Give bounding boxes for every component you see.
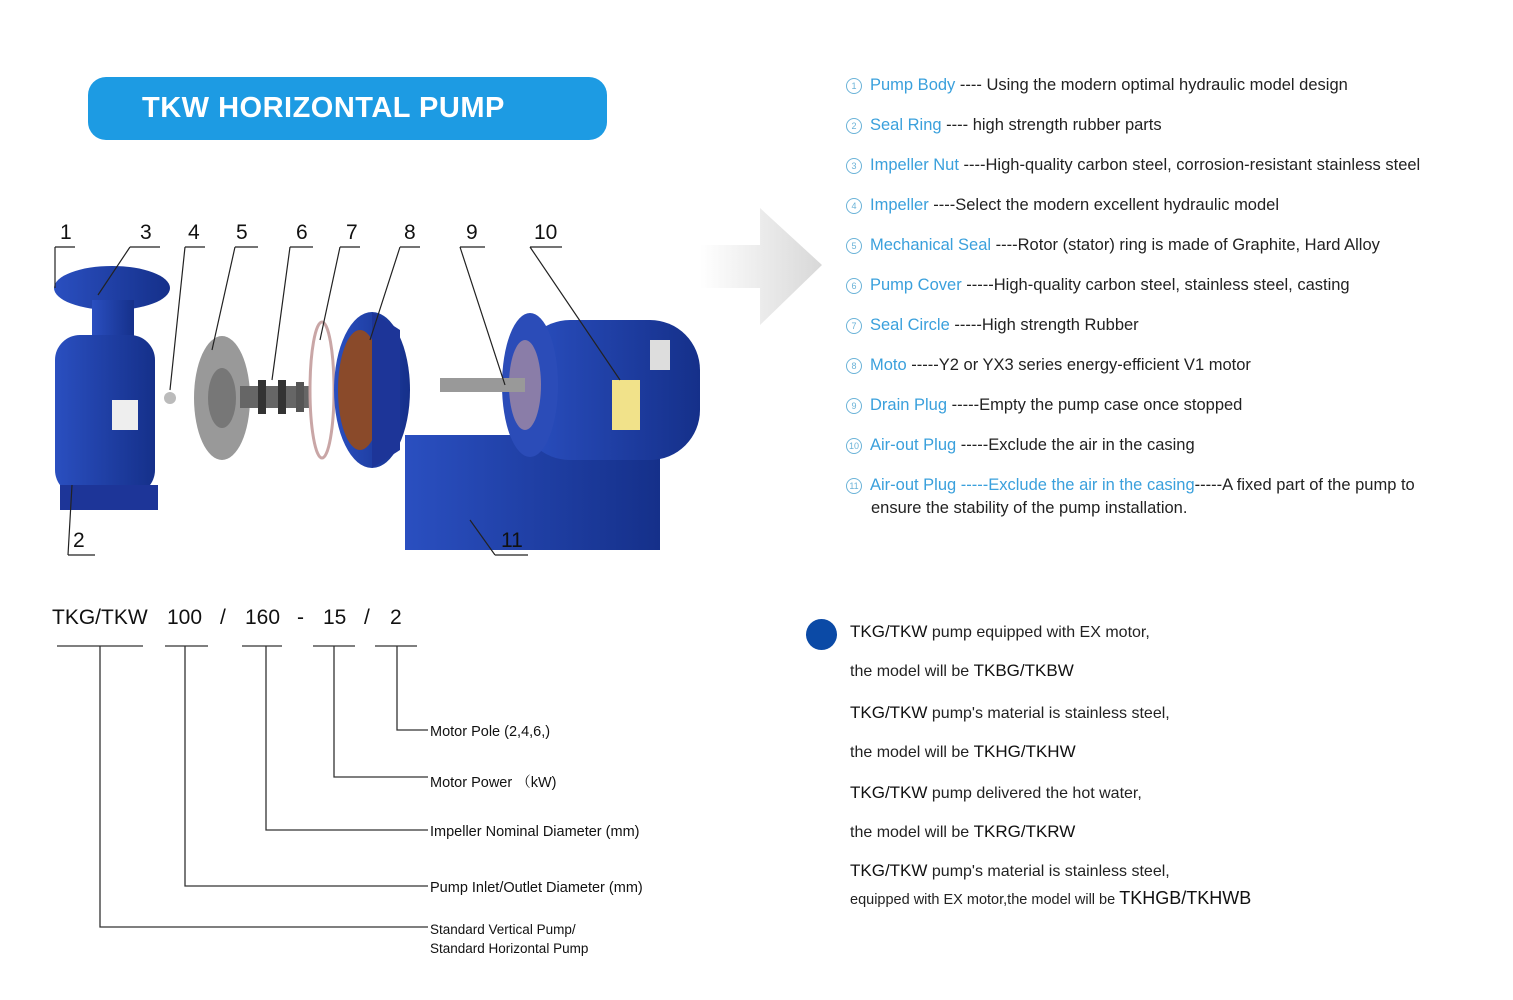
- feature-desc: ----Select the modern excellent hydraulic model: [928, 196, 1280, 214]
- code-sep: /: [364, 606, 370, 629]
- code-sep: -: [297, 606, 304, 629]
- code-inlet: 100: [167, 606, 203, 629]
- note-model: TKBG/TKBW: [973, 661, 1074, 680]
- feature-item: [846, 116, 1162, 135]
- feature-desc: -----High strength Rubber: [949, 316, 1139, 334]
- feature-item: [846, 156, 1420, 175]
- circled-number: 11: [846, 478, 862, 494]
- code-series: TKG/TKW: [52, 606, 148, 629]
- feature-item: [846, 476, 1415, 518]
- note-model: TKHGB/TKHWB: [1119, 888, 1252, 908]
- circled-number: 5: [846, 238, 862, 254]
- label-motor-power: Motor Power （kW): [430, 775, 557, 791]
- circled-number: 6: [846, 278, 862, 294]
- note-text: pump delivered the hot water,: [927, 785, 1142, 802]
- callout-7: 7: [346, 221, 358, 244]
- feature-name: Impeller: [870, 196, 929, 214]
- feature-name: Pump Cover: [870, 276, 962, 294]
- bullet-dot-icon: [806, 619, 837, 650]
- note-model: TKG/TKW: [850, 703, 928, 722]
- code-power: 15: [323, 606, 347, 629]
- code-impeller: 160: [245, 606, 281, 629]
- note-text: pump's material is stainless steel,: [927, 863, 1170, 880]
- circled-number: 3: [846, 158, 862, 174]
- feature-item: [846, 236, 1380, 255]
- note-text: the model will be: [850, 663, 974, 680]
- label-standard-horizontal: Standard Horizontal Pump: [430, 941, 589, 956]
- feature-desc: -----Y2 or YX3 series energy-efficient V1 motor: [906, 356, 1251, 374]
- feature-item: [846, 276, 1350, 295]
- callout-5: 5: [236, 221, 248, 244]
- label-motor-pole: Motor Pole (2,4,6,): [430, 724, 551, 740]
- code-sep: /: [220, 606, 226, 629]
- feature-desc: ----High-quality carbon steel, corrosion-resistant stainless steel: [958, 156, 1421, 174]
- feature-item: [846, 316, 1139, 335]
- callout-11: 11: [501, 529, 523, 552]
- note-line: [850, 703, 1170, 723]
- note-text: pump equipped with EX motor,: [927, 624, 1150, 641]
- feature-desc-cont: ensure the stability of the pump installation.: [871, 499, 1188, 517]
- feature-desc: ----Rotor (stator) ring is made of Graphite, Hard Alloy: [991, 236, 1380, 254]
- feature-name: Mechanical Seal: [870, 236, 992, 254]
- note-line: [850, 661, 1074, 681]
- circled-number: 2: [846, 118, 862, 134]
- feature-desc: -----A fixed part of the pump to: [1194, 476, 1415, 494]
- note-model: TKG/TKW: [850, 783, 928, 802]
- note-model: TKHG/TKHW: [973, 742, 1076, 761]
- callout-9: 9: [466, 221, 478, 244]
- feature-desc: -----Exclude the air in the casing: [956, 436, 1195, 454]
- feature-item: [846, 436, 1195, 455]
- note-text: equipped with EX motor,the model will be: [850, 892, 1120, 908]
- circled-number: 4: [846, 198, 862, 214]
- feature-desc: -----High-quality carbon steel, stainless steel, casting: [961, 276, 1350, 294]
- feature-name: Impeller Nut: [870, 156, 959, 174]
- label-impeller-diameter: Impeller Nominal Diameter (mm): [430, 824, 640, 840]
- callout-3: 3: [140, 221, 152, 244]
- note-line: [850, 742, 1076, 762]
- circled-number: 1: [846, 78, 862, 94]
- callout-4: 4: [188, 221, 200, 244]
- note-line: [850, 822, 1075, 842]
- note-text: pump's material is stainless steel,: [927, 705, 1170, 722]
- feature-desc: ---- Using the modern optimal hydraulic model design: [955, 76, 1348, 94]
- arrow-right-icon: [700, 208, 822, 325]
- callout-8: 8: [404, 221, 416, 244]
- feature-item: [846, 196, 1279, 215]
- circled-number: 8: [846, 358, 862, 374]
- note-line: [850, 861, 1170, 881]
- note-model: TKG/TKW: [850, 861, 928, 880]
- feature-item: [846, 356, 1251, 375]
- note-model: TKG/TKW: [850, 622, 928, 641]
- note-text: the model will be: [850, 824, 974, 841]
- callout-1: 1: [60, 221, 72, 244]
- feature-name: Air-out Plug: [870, 436, 957, 454]
- feature-item: [846, 76, 1348, 95]
- callout-2: 2: [73, 529, 85, 552]
- code-pole: 2: [390, 606, 402, 629]
- callout-10: 10: [534, 221, 558, 244]
- note-line: [850, 888, 1251, 909]
- feature-name: Moto: [870, 356, 907, 374]
- model-code-leader-lines: [0, 0, 700, 1000]
- feature-name: Drain Plug: [870, 396, 948, 414]
- feature-desc: ---- high strength rubber parts: [941, 116, 1162, 134]
- label-inlet-outlet-diameter: Pump Inlet/Outlet Diameter (mm): [430, 880, 643, 896]
- feature-desc: -----Empty the pump case once stopped: [947, 396, 1243, 414]
- feature-name: Air-out Plug -----Exclude the air in the casing: [870, 476, 1195, 494]
- feature-name: Seal Ring: [870, 116, 942, 134]
- note-model: TKRG/TKRW: [973, 822, 1076, 841]
- circled-number: 9: [846, 398, 862, 414]
- label-standard-vertical: Standard Vertical Pump/: [430, 922, 576, 937]
- note-text: the model will be: [850, 744, 974, 761]
- feature-item: [846, 396, 1242, 415]
- title-banner: TKW HORIZONTAL PUMP: [88, 77, 607, 140]
- note-line: [850, 783, 1142, 803]
- circled-number: 7: [846, 318, 862, 334]
- circled-number: 10: [846, 438, 862, 454]
- note-line: [850, 622, 1150, 642]
- feature-name: Seal Circle: [870, 316, 950, 334]
- callout-6: 6: [296, 221, 308, 244]
- feature-name: Pump Body: [870, 76, 956, 94]
